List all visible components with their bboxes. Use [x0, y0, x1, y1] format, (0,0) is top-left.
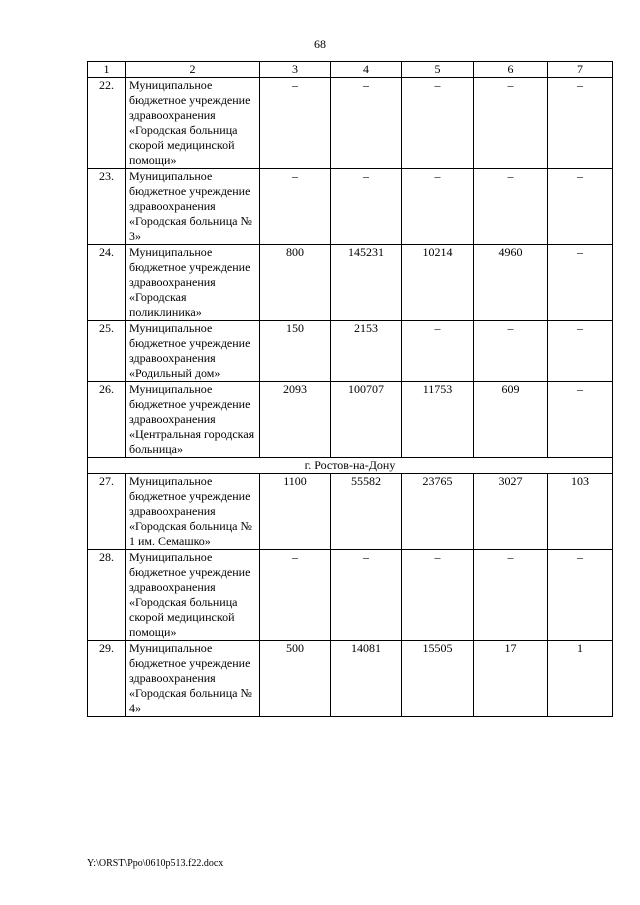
- table-cell: 2093: [260, 382, 331, 458]
- table-cell: 150: [260, 321, 331, 382]
- header-row: [88, 62, 613, 78]
- column-header: 6: [474, 62, 548, 78]
- table-cell: –: [548, 550, 613, 641]
- table-cell: –: [402, 169, 474, 245]
- table-cell: –: [402, 78, 474, 169]
- institution-name: Муниципальное бюджетное учреждение здравоохранения «Городская больница скорой медицинской помощи»: [126, 78, 260, 169]
- table-cell: 4960: [474, 245, 548, 321]
- table-row: [88, 382, 613, 458]
- row-number: 29.: [88, 641, 126, 717]
- table-cell: –: [548, 382, 613, 458]
- file-path-footer: Y:\ORST\Ppo\0610p513.f22.docx: [87, 858, 224, 869]
- table-row: [88, 78, 613, 169]
- table-cell: 500: [260, 641, 331, 717]
- table-cell: –: [548, 78, 613, 169]
- column-header: 7: [548, 62, 613, 78]
- table-row: [88, 641, 613, 717]
- table-cell: –: [331, 169, 402, 245]
- institution-name: Муниципальное бюджетное учреждение здравоохранения «Городская больница № 4»: [126, 641, 260, 717]
- table-cell: –: [260, 78, 331, 169]
- row-number: 28.: [88, 550, 126, 641]
- table-cell: –: [260, 169, 331, 245]
- table-cell: 15505: [402, 641, 474, 717]
- column-header: 1: [88, 62, 126, 78]
- data-table: [87, 61, 613, 717]
- institution-name: Муниципальное бюджетное учреждение здравоохранения «Городская больница № 1 им. Семашко»: [126, 474, 260, 550]
- table-cell: 100707: [331, 382, 402, 458]
- institution-name: Муниципальное бюджетное учреждение здравоохранения «Центральная городская больница»: [126, 382, 260, 458]
- table-cell: –: [331, 78, 402, 169]
- page-number: 68: [314, 37, 326, 51]
- column-header: 5: [402, 62, 474, 78]
- table-cell: –: [548, 321, 613, 382]
- table-row: [88, 169, 613, 245]
- table-cell: –: [548, 169, 613, 245]
- table-cell: –: [331, 550, 402, 641]
- row-number: 24.: [88, 245, 126, 321]
- table-cell: 3027: [474, 474, 548, 550]
- row-number: 22.: [88, 78, 126, 169]
- table-row: [88, 321, 613, 382]
- table-cell: 55582: [331, 474, 402, 550]
- table-cell: –: [260, 550, 331, 641]
- table-cell: –: [474, 321, 548, 382]
- table-cell: 800: [260, 245, 331, 321]
- table-row: [88, 550, 613, 641]
- region-row: [88, 458, 613, 474]
- table-cell: 2153: [331, 321, 402, 382]
- institution-name: Муниципальное бюджетное учреждение здравоохранения «Городская поликлиника»: [126, 245, 260, 321]
- table-cell: 14081: [331, 641, 402, 717]
- institution-name: Муниципальное бюджетное учреждение здравоохранения «Городская больница № 3»: [126, 169, 260, 245]
- table-cell: 609: [474, 382, 548, 458]
- table-cell: –: [474, 169, 548, 245]
- table-cell: –: [402, 321, 474, 382]
- table-cell: –: [548, 245, 613, 321]
- row-number: 26.: [88, 382, 126, 458]
- table-cell: –: [474, 550, 548, 641]
- column-header: 2: [126, 62, 260, 78]
- row-number: 27.: [88, 474, 126, 550]
- institution-name: Муниципальное бюджетное учреждение здравоохранения «Родильный дом»: [126, 321, 260, 382]
- row-number: 23.: [88, 169, 126, 245]
- table-cell: 23765: [402, 474, 474, 550]
- column-header: 3: [260, 62, 331, 78]
- table-cell: 1: [548, 641, 613, 717]
- table-row: [88, 474, 613, 550]
- table-cell: 103: [548, 474, 613, 550]
- table-cell: –: [402, 550, 474, 641]
- table-cell: 145231: [331, 245, 402, 321]
- table-cell: 11753: [402, 382, 474, 458]
- column-header: 4: [331, 62, 402, 78]
- table-cell: 17: [474, 641, 548, 717]
- table-row: [88, 245, 613, 321]
- table-cell: 1100: [260, 474, 331, 550]
- table-cell: –: [474, 78, 548, 169]
- region-heading: г. Ростов-на-Дону: [88, 458, 613, 474]
- row-number: 25.: [88, 321, 126, 382]
- table-cell: 10214: [402, 245, 474, 321]
- institution-name: Муниципальное бюджетное учреждение здравоохранения «Городская больница скорой медицинской помощи»: [126, 550, 260, 641]
